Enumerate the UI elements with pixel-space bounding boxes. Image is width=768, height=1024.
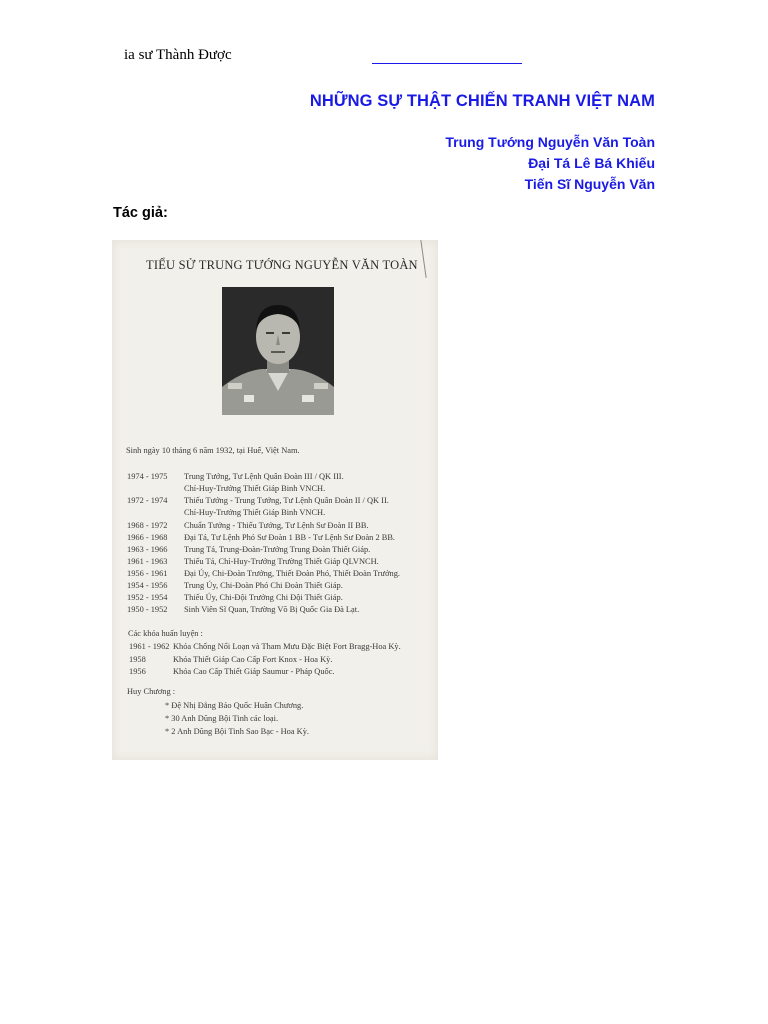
career-row: [127, 557, 447, 569]
career-desc: Trung Tướng, Tư Lệnh Quân Đoàn III / QK III.: [184, 472, 344, 481]
course-row: [129, 655, 449, 667]
medals-title: Huy Chương :: [127, 687, 176, 696]
medal-item: * Đệ Nhị Đẳng Bảo Quốc Huân Chương.: [165, 701, 304, 710]
portrait-photo: [222, 287, 334, 415]
author-name: Tiến Sĩ Nguyễn Văn: [524, 176, 655, 192]
career-row: [127, 593, 447, 605]
biography-heading: TIỂU SỬ TRUNG TƯỚNG NGUYỄN VĂN TOÀN: [146, 258, 418, 272]
career-years: 1963 - 1966: [127, 545, 168, 554]
course-years: 1961 - 1962: [129, 642, 170, 651]
career-years: 1956 - 1961: [127, 569, 168, 578]
header-rule: [372, 63, 522, 64]
course-years: 1956: [129, 667, 146, 676]
career-years: 1950 - 1952: [127, 605, 168, 614]
career-row: [127, 521, 447, 533]
medal-item: * 2 Anh Dũng Bội Tinh Sao Bạc - Hoa Kỳ.: [165, 727, 310, 736]
author-list: [445, 132, 655, 195]
header-text: ia sư Thành Được: [124, 47, 232, 63]
career-subline: Chỉ-Huy-Trưởng Thiết Giáp Binh VNCH.: [184, 484, 326, 493]
career-years: 1952 - 1954: [127, 593, 168, 602]
course-row: [129, 667, 449, 679]
career-years: 1966 - 1968: [127, 533, 168, 542]
course-row: [129, 642, 449, 654]
career-row: [127, 545, 447, 557]
career-desc: Đại Úy, Chi-Đoàn Trưởng, Thiết Đoàn Phó, Thiết Đoàn Trưởng.: [184, 569, 400, 578]
career-desc: Đại Tá, Tư Lệnh Phó Sư Đoàn 1 BB - Tư Lệnh Sư Đoàn 2 BB.: [184, 533, 396, 542]
course-years: 1958: [129, 655, 146, 664]
author-name: Trung Tướng Nguyễn Văn Toàn: [445, 134, 655, 150]
career-row: [127, 581, 447, 593]
career-years: 1961 - 1963: [127, 557, 168, 566]
career-years: 1968 - 1972: [127, 521, 168, 530]
career-desc: Thiếu Úy, Chi-Đội Trưởng Chi Đội Thiết Giáp.: [184, 593, 343, 602]
medal-item: * 30 Anh Dũng Bội Tinh các loại.: [165, 714, 279, 723]
course-desc: Khóa Cao Cấp Thiết Giáp Saumur - Pháp Quốc.: [173, 667, 335, 676]
course-desc: Khóa Chống Nổi Loạn và Tham Mưu Đặc Biệt Fort Bragg-Hoa Kỳ.: [173, 642, 401, 651]
career-row: [127, 605, 447, 617]
career-years: 1974 - 1975: [127, 472, 168, 481]
document-title: NHỮNG SỰ THẬT CHIẾN TRANH VIỆT NAM: [309, 92, 655, 110]
career-row: [127, 472, 447, 484]
career-years: 1972 - 1974: [127, 496, 168, 505]
courses-title: Các khóa huấn luyện :: [128, 629, 203, 638]
author-label: Tác giả:: [113, 205, 168, 221]
career-desc: Thiếu Tá, Chỉ-Huy-Trưởng Trường Thiết Giáp QLVNCH.: [184, 557, 379, 566]
career-desc: Chuẩn Tướng - Thiếu Tướng, Tư Lệnh Sư Đoàn II BB.: [184, 521, 369, 530]
career-desc: Sinh Viên Sĩ Quan, Trường Võ Bị Quốc Gia Đà Lạt.: [184, 605, 360, 614]
career-subline: Chỉ-Huy-Trưởng Thiết Giáp Binh VNCH.: [184, 508, 326, 517]
career-row: [127, 496, 447, 508]
birth-info: Sinh ngày 10 tháng 6 năm 1932, tại Huế, Việt Nam.: [126, 446, 300, 455]
career-desc: Trung Úy, Chi-Đoàn Phó Chi Đoàn Thiết Giáp.: [184, 581, 343, 590]
career-row: [127, 569, 447, 581]
career-row: [127, 533, 447, 545]
career-desc: Trung Tá, Trung-Đoàn-Trưởng Trung Đoàn Thiết Giáp.: [184, 545, 371, 554]
course-desc: Khóa Thiết Giáp Cao Cấp Fort Knox - Hoa Kỳ.: [173, 655, 333, 664]
career-desc: Thiếu Tướng - Trung Tướng, Tư Lệnh Quân Đoàn II / QK II.: [184, 496, 389, 505]
author-name: Đại Tá Lê Bá Khiếu: [528, 155, 655, 171]
career-years: 1954 - 1956: [127, 581, 168, 590]
